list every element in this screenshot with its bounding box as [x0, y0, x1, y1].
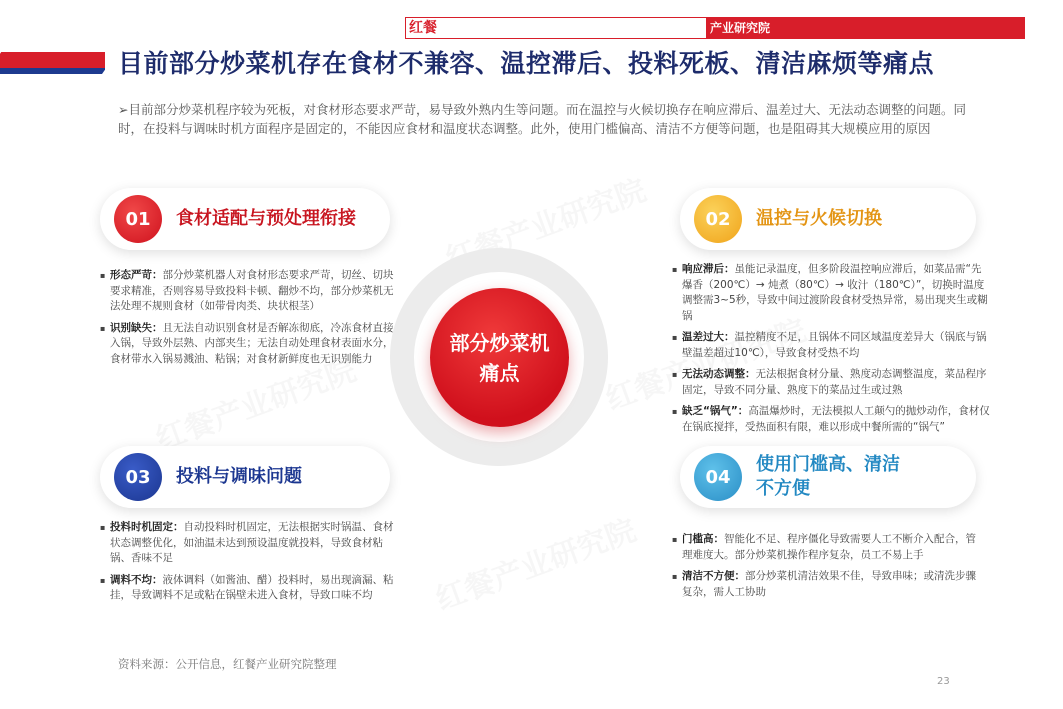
bullet-text: 高温爆炒时，无法模拟人工颠勺的抛炒动作，食材仅在锅底搅拌，受热面积有限，难以形成中餐所需的“锅气” — [682, 405, 990, 433]
bullet-item — [672, 367, 990, 398]
center-circle — [430, 288, 569, 427]
card-1-header — [100, 188, 390, 250]
card-2-title: 温控与火候切换 — [756, 208, 882, 229]
bullet-label: 缺乏“锅气”： — [682, 405, 749, 417]
card-4-bullets — [672, 532, 977, 606]
watermark — [429, 505, 641, 618]
bullet-label: 调料不均： — [110, 573, 163, 586]
page-number: 23 — [937, 676, 950, 687]
intro-paragraph: ➢目前部分炒菜机程序较为死板，对食材形态要求严苛，易导致外熟内生等问题。而在温控与火候切换存在响应滞后、温差过大、无法动态调整的问题。同时，在投料与调味时机方面程序是固定的，不能因应食材和温度状态调整。此外，使用门槛偏高、清洁不方便等问题，也是阻碍其大规模应用的原因 — [118, 102, 966, 136]
bullet-label: 形态严苛： — [110, 269, 163, 281]
bullet-label: 无法动态调整： — [682, 368, 756, 380]
card-3-title: 投料与调味问题 — [176, 466, 302, 487]
card-1-bullets — [100, 268, 400, 373]
card-2-bullets — [672, 262, 990, 441]
bullet-label: 识别缺失： — [110, 321, 163, 334]
brand-logo — [405, 17, 1025, 39]
card-4-header — [680, 446, 976, 508]
bullet-label: 门槛高： — [682, 533, 724, 545]
logo-text: 产业研究院 — [706, 18, 1024, 38]
bullet-text: 部分炒菜机器人对食材形态要求严苛，切丝、切块要求精准，否则容易导致投料卡顿、翻炒不均，部分炒菜机无法处理不规则食材（如带骨肉类、块状根茎） — [110, 269, 394, 312]
card-2-header — [680, 188, 976, 250]
header-accent-bar — [0, 52, 105, 74]
bullet-item — [672, 404, 990, 435]
bullet-item — [100, 321, 400, 368]
card-3-bullets — [100, 520, 400, 610]
card-2-number-badge: 02 — [694, 195, 742, 243]
card-3-header — [100, 446, 390, 508]
card-4-number-badge: 04 — [694, 453, 742, 501]
page-title: 目前部分炒菜机存在食材不兼容、温控滞后、投料死板、清洁麻烦等痛点 — [118, 49, 935, 78]
card-4-title: 使用门槛高、清洁不方便 — [756, 454, 900, 499]
card-1-title: 食材适配与预处理衔接 — [176, 208, 356, 229]
bullet-text: 液体调料（如酱油、醋）投料时，易出现滴漏、粘挂，导致调料不足或粘在锅壁未进入食材，导致口味不均 — [110, 573, 394, 601]
bullet-text: 无法根据食材分量、熟度动态调整温度，菜品程序固定，导致不同分量、熟度下的菜品过生或过熟 — [682, 368, 987, 396]
bullet-item — [100, 520, 400, 567]
bullet-item — [672, 262, 990, 324]
card-1-number-badge: 01 — [114, 195, 162, 243]
bullet-item — [100, 573, 400, 604]
card-3-number-badge: 03 — [114, 453, 162, 501]
bullet-text: 自动投料时机固定，无法根据实时锅温、食材状态调整优化，如油温未达到预设温度就投料，导致食材粘锅、香味不足 — [110, 521, 394, 564]
bullet-item — [672, 330, 990, 361]
bullet-text: 且无法自动识别食材是否解冻彻底，冷冻食材直接入锅，导致外层熟、内部夹生；无法自动处理食材表面水分，食材带水入锅易溅油、粘锅；对食材新鲜度也无识别能力 — [110, 321, 394, 365]
bullet-text: 虽能记录温度，但多阶段温控响应滞后，如菜品需“先爆香（200℃）→ 炖煮（80℃）→ 收汁（180℃）”，切换时温度调整需3~5秒，导致中间过渡阶段食材受热异常，易出现夹生或糊锅 — [682, 263, 988, 322]
bullet-item — [100, 268, 400, 315]
source-note: 资料来源：公开信息，红餐产业研究院整理 — [118, 657, 337, 671]
bullet-text: 温控精度不足，且锅体不同区域温度差异大（锅底与锅壁温差超过10℃），导致食材受热不均 — [682, 331, 987, 359]
logo-mark: 红餐 — [409, 20, 437, 36]
bullet-label: 投料时机固定： — [110, 521, 184, 533]
bullet-text: 部分炒菜机清洁效果不佳，导致串味；或清洗步骤复杂，需人工协助 — [682, 570, 976, 598]
bullet-item — [672, 532, 977, 563]
bullet-text: 智能化不足、程序僵化导致需要人工不断介入配合，管理难度大。部分炒菜机操作程序复杂，员工不易上手 — [682, 533, 976, 561]
bullet-item — [672, 569, 977, 600]
center-label: 部分炒菜机痛点 — [449, 330, 550, 385]
bullet-label: 响应滞后： — [682, 263, 735, 275]
bullet-label: 温差过大： — [682, 331, 735, 343]
bullet-label: 清洁不方便： — [682, 570, 745, 582]
